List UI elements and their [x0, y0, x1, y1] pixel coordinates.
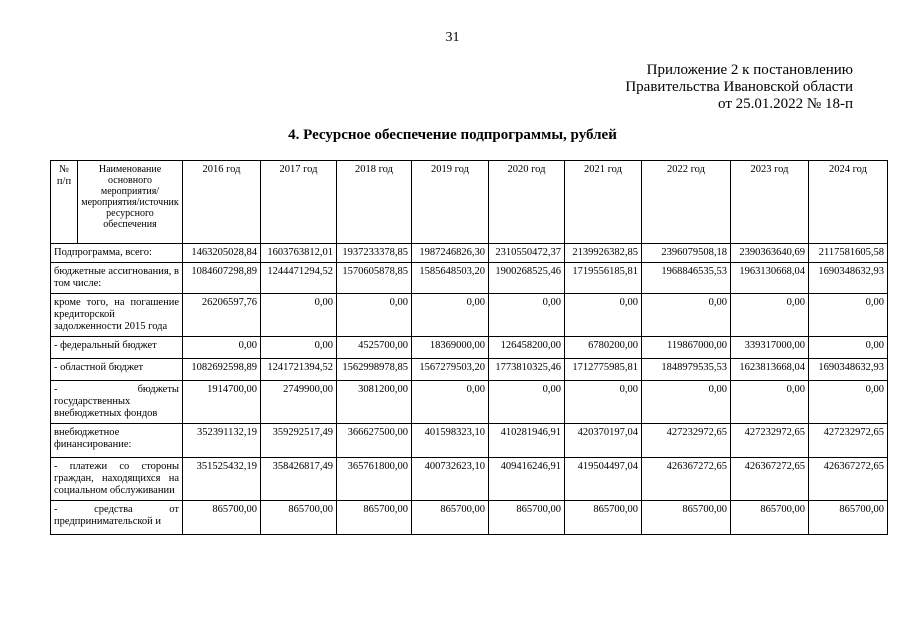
- table-row: [51, 337, 888, 359]
- value-cell: 0,00: [412, 381, 489, 424]
- row-name-cell: бюджетные ассигнования, в том числе:: [51, 263, 183, 294]
- value-cell: 409416246,91: [489, 458, 565, 501]
- value-cell: 126458200,00: [489, 337, 565, 359]
- value-cell: 1937233378,85: [337, 244, 412, 263]
- value-cell: 6780200,00: [565, 337, 642, 359]
- value-cell: 426367272,65: [809, 458, 888, 501]
- value-cell: 366627500,00: [337, 424, 412, 458]
- value-cell: 426367272,65: [731, 458, 809, 501]
- header-year: 2016 год: [183, 161, 261, 244]
- value-cell: 3081200,00: [337, 381, 412, 424]
- value-cell: 0,00: [565, 294, 642, 337]
- value-cell: 0,00: [731, 381, 809, 424]
- row-name-cell: - бюджеты государственных внебюджетных фондов: [51, 381, 183, 424]
- value-cell: 419504497,04: [565, 458, 642, 501]
- value-cell: 0,00: [337, 294, 412, 337]
- value-cell: 427232972,65: [731, 424, 809, 458]
- value-cell: 420370197,04: [565, 424, 642, 458]
- value-cell: 0,00: [642, 381, 731, 424]
- value-cell: 865700,00: [731, 501, 809, 535]
- document-title: 4. Ресурсное обеспечение подпрограммы, рублей: [288, 127, 617, 143]
- value-cell: 0,00: [489, 294, 565, 337]
- value-cell: 426367272,65: [642, 458, 731, 501]
- value-cell: 359292517,49: [261, 424, 337, 458]
- value-cell: 1084607298,89: [183, 263, 261, 294]
- header-year: 2019 год: [412, 161, 489, 244]
- table-row: [51, 424, 888, 458]
- value-cell: 2139926382,85: [565, 244, 642, 263]
- value-cell: 1987246826,30: [412, 244, 489, 263]
- table-row: [51, 294, 888, 337]
- value-cell: 4525700,00: [337, 337, 412, 359]
- value-cell: 1968846535,53: [642, 263, 731, 294]
- table-row: [51, 359, 888, 381]
- header-year: 2017 год: [261, 161, 337, 244]
- value-cell: 427232972,65: [642, 424, 731, 458]
- value-cell: 865700,00: [489, 501, 565, 535]
- table-header-row: [51, 161, 888, 244]
- value-cell: 0,00: [489, 381, 565, 424]
- row-name-cell: Подпрограмма, всего:: [51, 244, 183, 263]
- value-cell: 1848979535,53: [642, 359, 731, 381]
- value-cell: 1623813668,04: [731, 359, 809, 381]
- value-cell: 1570605878,85: [337, 263, 412, 294]
- value-cell: 0,00: [183, 337, 261, 359]
- row-name-cell: - областной бюджет: [51, 359, 183, 381]
- appendix-line-3: от 25.01.2022 № 18-п: [718, 96, 853, 112]
- row-name-cell: внебюджетное финансирование:: [51, 424, 183, 458]
- value-cell: 26206597,76: [183, 294, 261, 337]
- value-cell: 0,00: [731, 294, 809, 337]
- value-cell: 2117581605,58: [809, 244, 888, 263]
- row-name-cell: - федеральный бюджет: [51, 337, 183, 359]
- header-year: 2022 год: [642, 161, 731, 244]
- value-cell: 400732623,10: [412, 458, 489, 501]
- appendix-line-2: Правительства Ивановской области: [625, 79, 853, 95]
- resource-table: [50, 160, 888, 535]
- header-year: 2021 год: [565, 161, 642, 244]
- value-cell: 0,00: [261, 337, 337, 359]
- row-name-cell: - средства от предпринимательской и: [51, 501, 183, 535]
- value-cell: 0,00: [261, 294, 337, 337]
- value-cell: 865700,00: [412, 501, 489, 535]
- value-cell: 427232972,65: [809, 424, 888, 458]
- value-cell: 352391132,19: [183, 424, 261, 458]
- value-cell: 865700,00: [809, 501, 888, 535]
- value-cell: 1963130668,04: [731, 263, 809, 294]
- table-row: [51, 458, 888, 501]
- value-cell: 410281946,91: [489, 424, 565, 458]
- value-cell: 2310550472,37: [489, 244, 565, 263]
- header-year: 2020 год: [489, 161, 565, 244]
- table-row: [51, 381, 888, 424]
- value-cell: 1567279503,20: [412, 359, 489, 381]
- value-cell: 1463205028,84: [183, 244, 261, 263]
- value-cell: 401598323,10: [412, 424, 489, 458]
- value-cell: 1773810325,46: [489, 359, 565, 381]
- header-name: Наименование основного мероприятия/мероприятия/источник ресурсного обеспечения: [78, 161, 183, 244]
- value-cell: 1690348632,93: [809, 263, 888, 294]
- value-cell: 351525432,19: [183, 458, 261, 501]
- value-cell: 1719556185,81: [565, 263, 642, 294]
- value-cell: 865700,00: [642, 501, 731, 535]
- table-row: [51, 263, 888, 294]
- value-cell: 1562998978,85: [337, 359, 412, 381]
- value-cell: 339317000,00: [731, 337, 809, 359]
- row-name-cell: кроме того, на погашение кредиторской задолженности 2015 года: [51, 294, 183, 337]
- value-cell: 0,00: [642, 294, 731, 337]
- value-cell: 865700,00: [337, 501, 412, 535]
- table-row: [51, 244, 888, 263]
- value-cell: 0,00: [809, 337, 888, 359]
- value-cell: 1082692598,89: [183, 359, 261, 381]
- value-cell: 1690348632,93: [809, 359, 888, 381]
- value-cell: 365761800,00: [337, 458, 412, 501]
- value-cell: 0,00: [565, 381, 642, 424]
- value-cell: 1244471294,52: [261, 263, 337, 294]
- value-cell: 18369000,00: [412, 337, 489, 359]
- value-cell: 119867000,00: [642, 337, 731, 359]
- value-cell: 358426817,49: [261, 458, 337, 501]
- value-cell: 2749900,00: [261, 381, 337, 424]
- value-cell: 2390363640,69: [731, 244, 809, 263]
- value-cell: 865700,00: [261, 501, 337, 535]
- table-row: [51, 501, 888, 535]
- value-cell: 1712775985,81: [565, 359, 642, 381]
- appendix-line-1: Приложение 2 к постановлению: [646, 62, 853, 78]
- appendix-header: [625, 62, 853, 113]
- header-year: 2018 год: [337, 161, 412, 244]
- value-cell: 0,00: [809, 294, 888, 337]
- value-cell: 865700,00: [565, 501, 642, 535]
- value-cell: 1603763812,01: [261, 244, 337, 263]
- page-number: 31: [445, 30, 460, 45]
- header-num: № п/п: [51, 161, 78, 244]
- value-cell: 1585648503,20: [412, 263, 489, 294]
- value-cell: 865700,00: [183, 501, 261, 535]
- value-cell: 0,00: [809, 381, 888, 424]
- value-cell: 1900268525,46: [489, 263, 565, 294]
- row-name-cell: - платежи со стороны граждан, находящихся на социальном обслуживании: [51, 458, 183, 501]
- value-cell: 0,00: [412, 294, 489, 337]
- value-cell: 2396079508,18: [642, 244, 731, 263]
- value-cell: 1241721394,52: [261, 359, 337, 381]
- value-cell: 1914700,00: [183, 381, 261, 424]
- header-year: 2023 год: [731, 161, 809, 244]
- header-year: 2024 год: [809, 161, 888, 244]
